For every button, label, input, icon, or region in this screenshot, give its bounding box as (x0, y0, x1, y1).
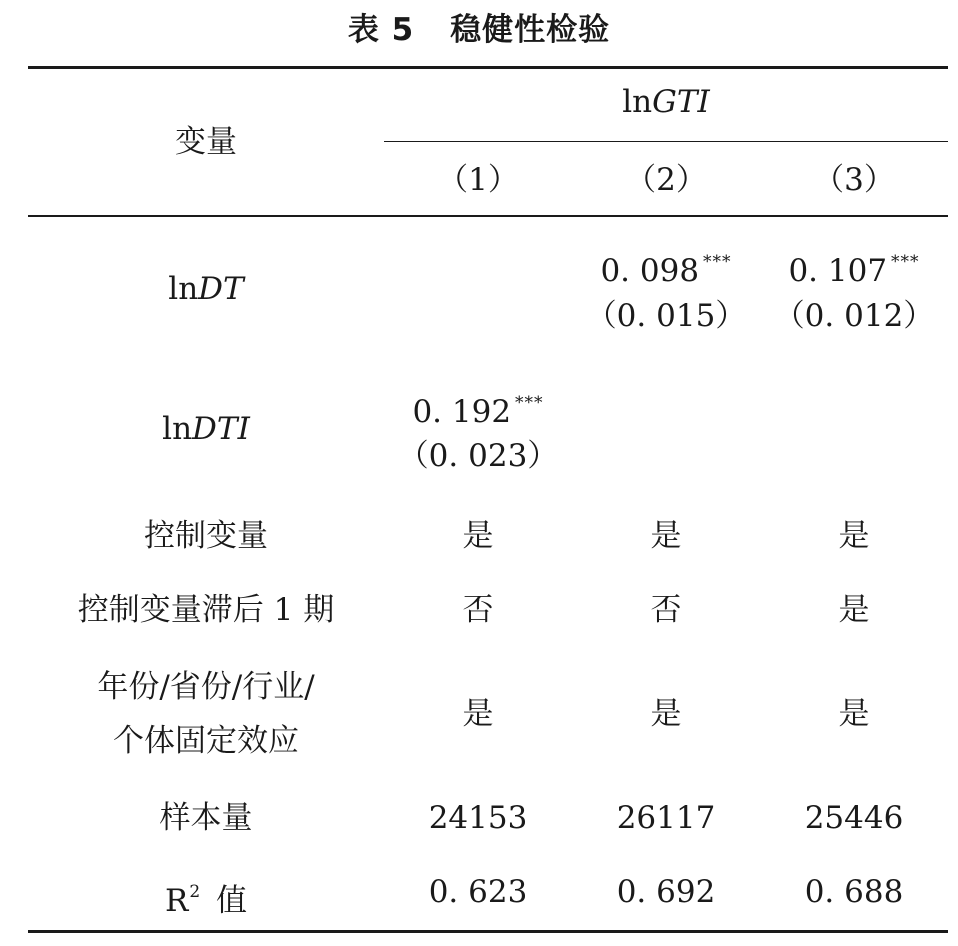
lndt-coef-col2 (572, 240, 760, 293)
lndti-coef-col1-stars: *** (515, 393, 544, 413)
lndt-se-col3: （0. 012） (773, 298, 935, 334)
lndti-coef-col1 (384, 381, 572, 434)
dependent-variable-header (384, 80, 948, 124)
table-title (0, 4, 958, 49)
lndti-coef-col1-value: 0. 192 (412, 394, 512, 430)
controls-col2: 是 (650, 518, 682, 554)
fixed-effects-col1: 是 (462, 696, 494, 732)
header-bottom-rule (28, 215, 948, 217)
table-number: 表 5 (347, 12, 415, 48)
variable-header: 变量 (175, 124, 237, 160)
top-rule (28, 66, 948, 69)
lagged-controls-col2: 否 (650, 592, 682, 628)
lndt-coef-col3-stars: *** (891, 252, 920, 272)
table-title-text: 稳健性检验 (450, 12, 611, 48)
lndt-coef-col3-value: 0. 107 (788, 253, 888, 289)
row-label-lagged-controls: 控制变量滞后 1 期 (77, 592, 335, 628)
dependent-var-name: GTI (652, 84, 710, 120)
sample-size-col1: 24153 (428, 800, 528, 836)
row-label-fixed-effects-line1: 年份/省份/行业/ (97, 669, 315, 705)
row-label-lndti-var: DTI (192, 411, 250, 447)
r2-col3: 0. 688 (804, 874, 904, 910)
r2-label-superscript: 2 (189, 882, 201, 902)
column-header-1: （1） (437, 162, 519, 198)
fixed-effects-col3: 是 (838, 696, 870, 732)
lndt-coef-col3 (760, 240, 948, 293)
lndt-coef-col2-stars: *** (703, 252, 732, 272)
column-header-2: （2） (625, 162, 707, 198)
controls-col1: 是 (462, 518, 494, 554)
row-label-sample-size: 样本量 (159, 800, 253, 836)
r2-label-tail: 值 (216, 883, 248, 919)
row-label-r2 (28, 870, 384, 923)
column-header-3: （3） (813, 162, 895, 198)
lndt-coef-col2-value: 0. 098 (600, 253, 700, 289)
sample-size-col2: 26117 (616, 800, 716, 836)
row-label-lndt-var: DT (198, 271, 244, 307)
lndti-se-col1: （0. 023） (397, 438, 559, 474)
lagged-controls-col1: 否 (462, 592, 494, 628)
r2-col2: 0. 692 (616, 874, 716, 910)
controls-col3: 是 (838, 518, 870, 554)
lagged-controls-col3: 是 (838, 592, 870, 628)
dependent-var-rule (384, 141, 948, 142)
r2-col1: 0. 623 (428, 874, 528, 910)
lndt-se-col2: （0. 015） (585, 298, 747, 334)
dependent-var-prefix: ln (622, 84, 653, 120)
row-label-fixed-effects-line2: 个体固定效应 (113, 723, 299, 759)
bottom-rule (28, 930, 948, 933)
row-label-lndti (28, 407, 384, 451)
row-label-controls: 控制变量 (144, 518, 268, 554)
sample-size-col3: 25446 (804, 800, 904, 836)
row-label-lndt-prefix: ln (168, 271, 199, 307)
r2-label-main: R (164, 883, 189, 919)
row-label-lndt (28, 267, 384, 311)
fixed-effects-col2: 是 (650, 696, 682, 732)
row-label-lndti-prefix: ln (162, 411, 193, 447)
